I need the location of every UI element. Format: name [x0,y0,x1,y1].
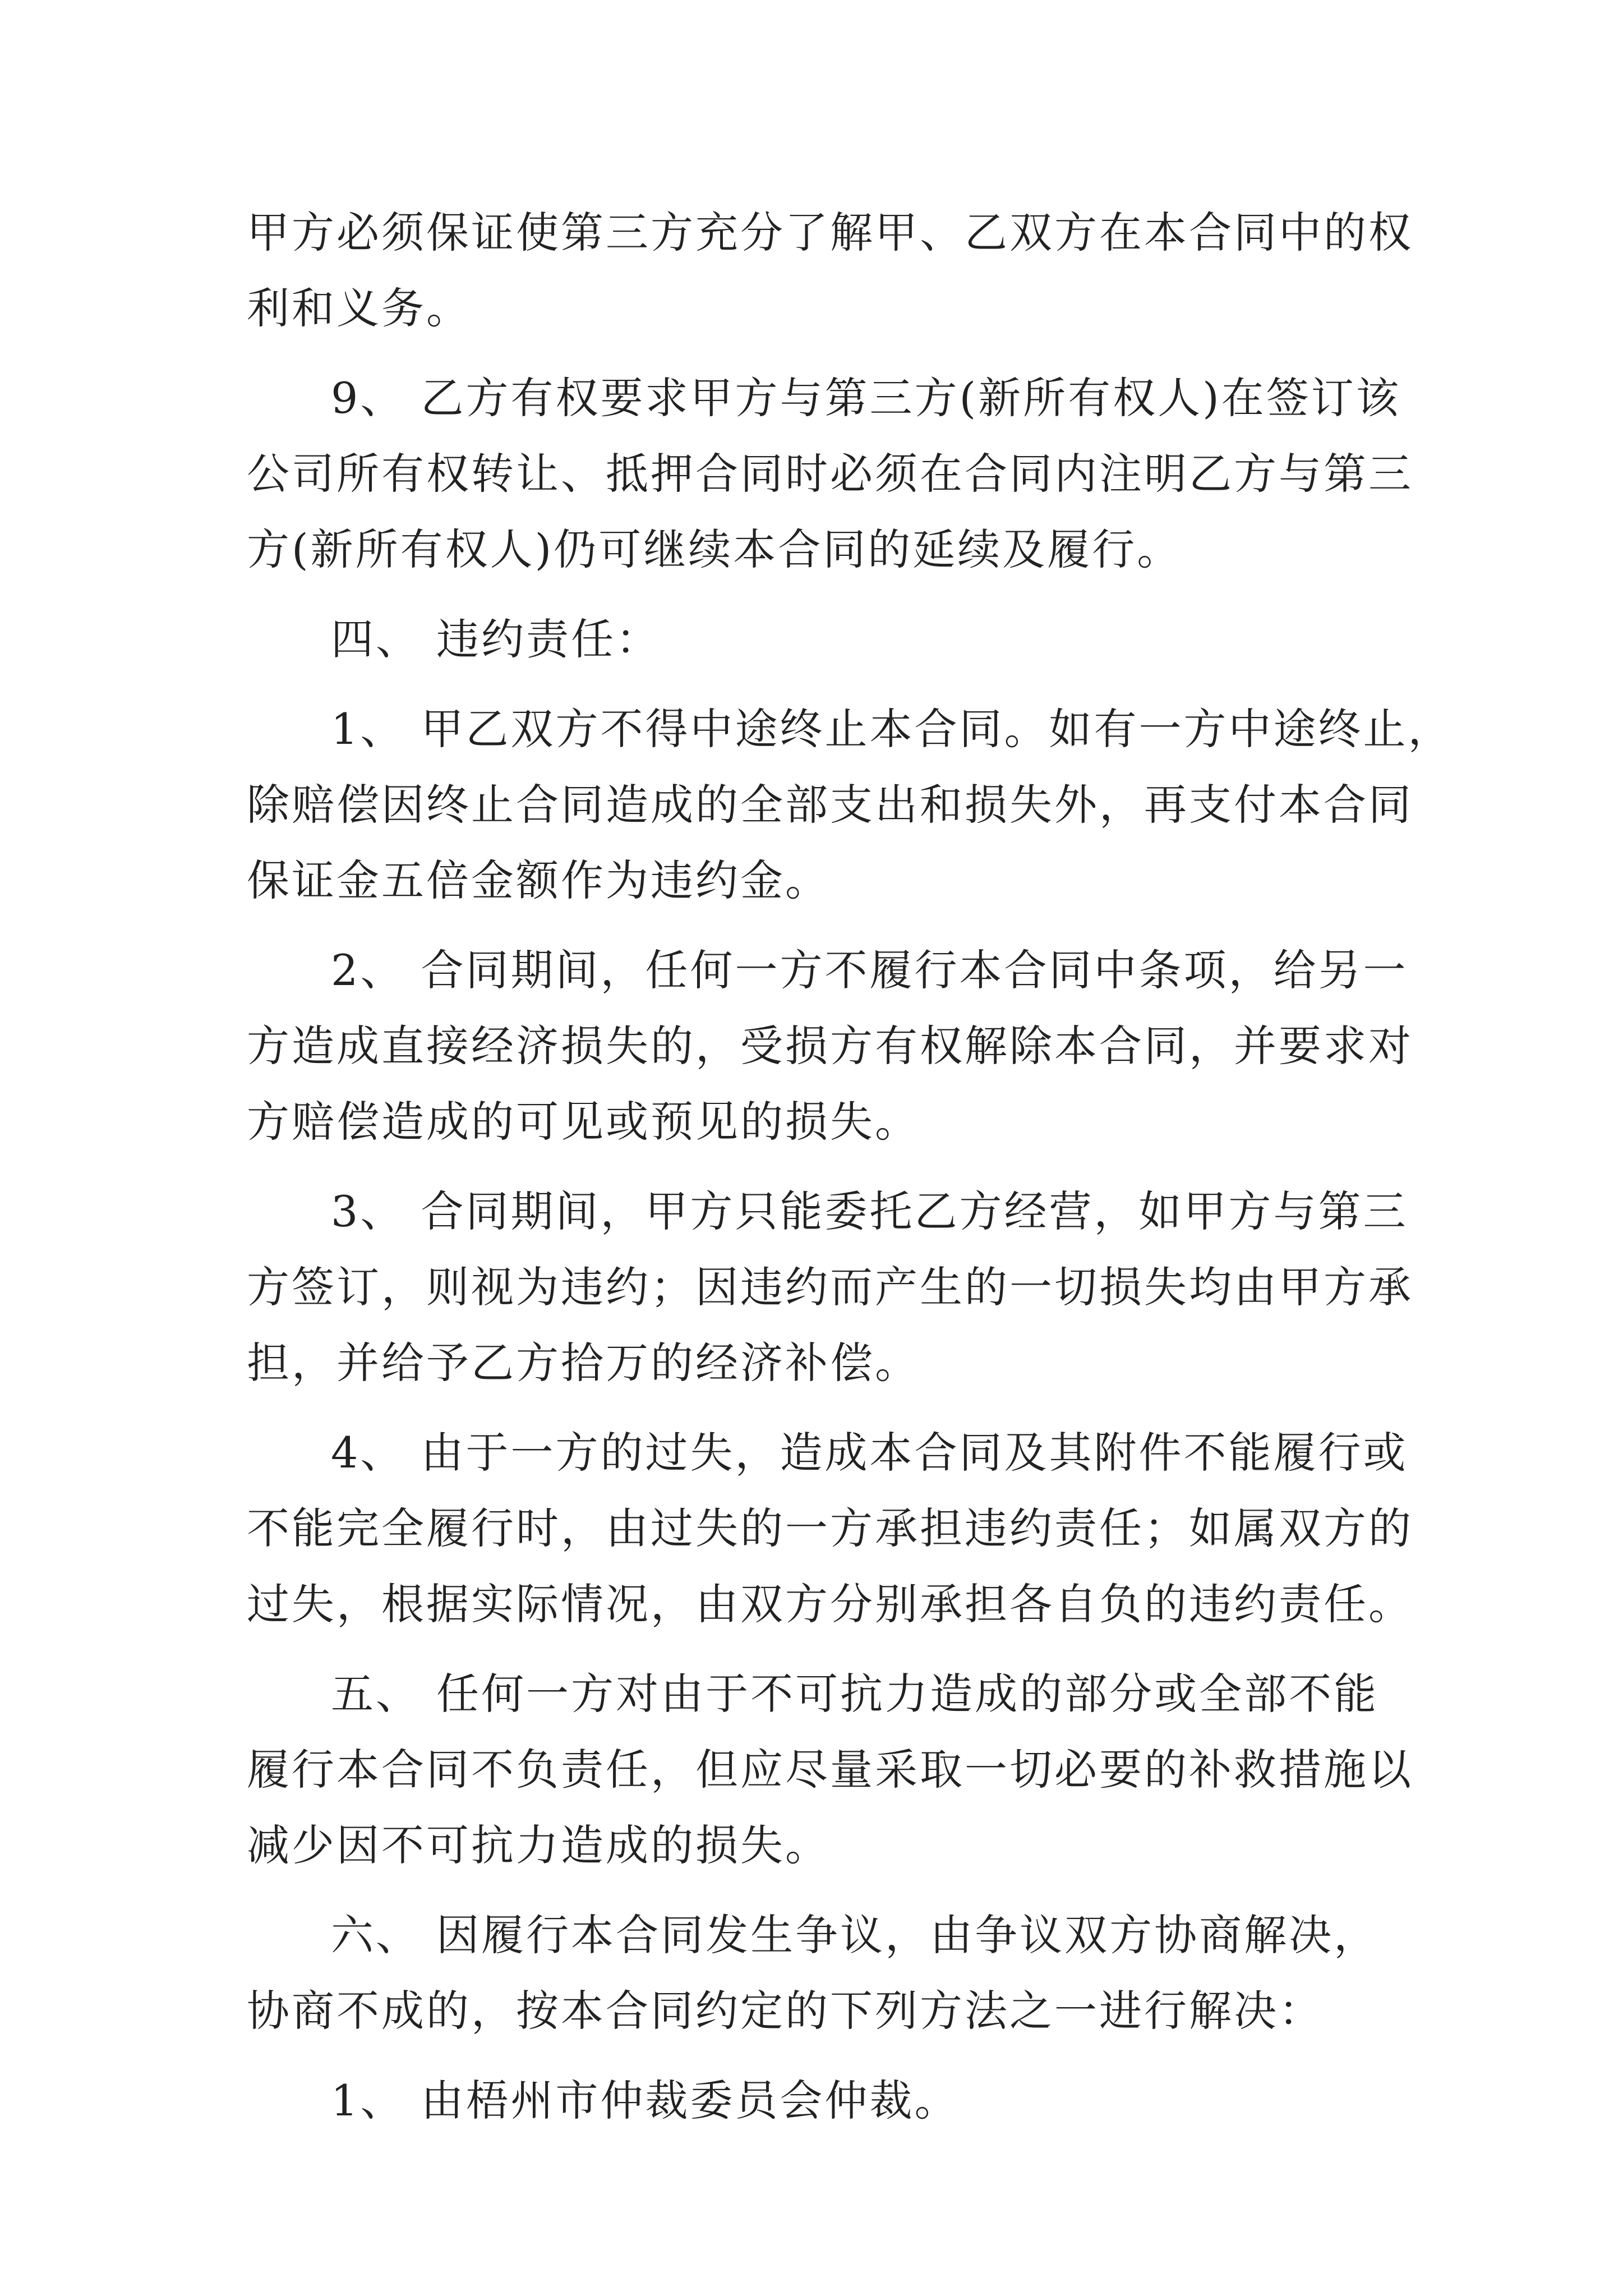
text-line: 过失，根据实际情况，由双方分别承担各自负的违约责任。 [247,1579,1413,1629]
text-line: 除赔偿因终止合同造成的全部支出和损失外，再支付本合同 [247,780,1413,830]
section-6-line: 六、 因履行本合同发生争议，由争议双方协商解决， [331,1910,1379,1960]
text-line: 公司所有权转让、抵押合同时必须在合同内注明乙方与第三 [247,449,1413,499]
arbitration-clause-line: 1、 由梧州市仲裁委员会仲裁。 [331,2076,960,2125]
text-line: 履行本合同不负责任，但应尽量采取一切必要的补救措施以 [247,1745,1413,1795]
text-line: 不能完全履行时，由过失的一方承担违约责任；如属双方的 [247,1503,1413,1553]
clause-4-line: 4、 由于一方的过失，造成本合同及其附件不能履行或 [331,1428,1408,1478]
text-line: 方赔偿造成的可见或预见的损失。 [247,1097,920,1147]
text-line: 担，并给予乙方拾万的经济补偿。 [247,1338,920,1388]
clause-2-line: 2、 合同期间，任何一方不履行本合同中条项，给另一 [331,945,1408,995]
clause-1-line: 1、 甲乙双方不得中途终止本合同。如有一方中途终止， [331,704,1453,754]
text-line: 利和义务。 [247,283,471,333]
text-line: 保证金五倍金额作为违约金。 [247,855,830,905]
text-line: 协商不成的，按本合同约定的下列方法之一进行解决： [247,1986,1324,2036]
text-line: 方签订，则视为违约；因违约而产生的一切损失均由甲方承 [247,1262,1413,1312]
section-4-heading: 四、 违约责任： [331,614,661,664]
text-line: 方造成直接经济损失的，受损方有权解除本合同，并要求对 [247,1021,1413,1071]
clause-3-line: 3、 合同期间，甲方只能委托乙方经营，如甲方与第三 [331,1186,1408,1236]
text-line: 甲方必须保证使第三方充分了解甲、乙双方在本合同中的权 [247,208,1413,257]
section-5-line: 五、 任何一方对由于不可抗力造成的部分或全部不能 [331,1669,1379,1719]
text-line: 减少因不可抗力造成的损失。 [247,1820,830,1870]
clause-9-line: 9、 乙方有权要求甲方与第三方(新所有权人)在签订该 [331,373,1401,423]
text-line: 方(新所有权人)仍可继续本合同的延续及履行。 [247,524,1182,574]
